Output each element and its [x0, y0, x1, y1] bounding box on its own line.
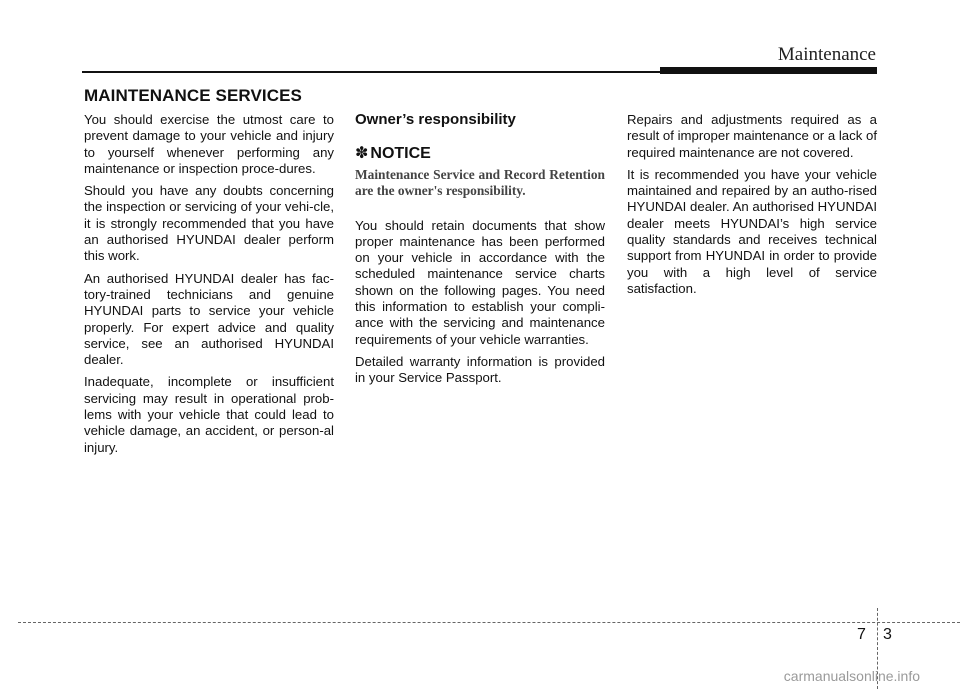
- paragraph: An authorised HYUNDAI dealer has fac-tory-trained technicians and genuine HYUNDAI parts to service your vehicle properly. For expert advice and quality service, see an authorised HYUNDAI dealer.: [84, 270, 334, 368]
- column-2: [355, 112, 605, 393]
- watermark-text: carmanualsonline.info: [783, 668, 920, 684]
- paragraph: You should exercise the utmost care to prevent damage to your vehicle and injury to yourself whenever performing any maintenance or inspection proce-dures.: [84, 112, 334, 176]
- column-1: [84, 112, 334, 462]
- paragraph: Repairs and adjustments required as a result of improper maintenance or a lack of required maintenance are not covered.: [627, 112, 877, 160]
- subheading-owners-responsibility: Owner’s responsibility: [355, 111, 516, 128]
- paragraph: It is recommended you have your vehicle maintained and repaired by an autho-rised HYUNDAI dealer. An authorised HYUNDAI dealer meets HYUNDAI’s high service quality standards and receives technical support from HYUNDAI in order to provide you with a high level of service satisfaction.: [627, 166, 877, 296]
- header-rule-thick: [660, 67, 877, 74]
- paragraph: You should retain documents that show proper maintenance has been performed on your vehicle in accordance with the scheduled maintenance service charts shown on the following pages. You need this information to establish your compli-ance with the servicing and maintenance requirements of your vehicle warranties.: [355, 217, 605, 347]
- section-title: MAINTENANCE SERVICES: [84, 86, 302, 105]
- header-rule-thin: [82, 71, 662, 73]
- paragraph: Should you have any doubts concerning the inspection or servicing of your vehi-cle, it is strongly recommended that you have an authorised HYUNDAI dealer perform this work.: [84, 183, 334, 264]
- notice-heading: [355, 146, 605, 162]
- notice-text: Maintenance Service and Record Retention are the owner's responsibility.: [355, 166, 605, 198]
- paragraph: Inadequate, incomplete or insufficient servicing may result in operational prob-lems with your vehicle that could lead to vehicle damage, an accident, or person-al injury.: [84, 374, 334, 455]
- paragraph: Detailed warranty information is provided in your Service Passport.: [355, 353, 605, 386]
- page-number: 3: [883, 626, 892, 643]
- chapter-number: 7: [857, 626, 866, 643]
- header-title: Maintenance: [777, 44, 876, 65]
- footer-dashed-rule: [18, 622, 960, 623]
- notice-label: NOTICE: [370, 145, 431, 163]
- notice-asterisk-icon: ✽: [355, 145, 369, 163]
- column-3: [627, 112, 877, 303]
